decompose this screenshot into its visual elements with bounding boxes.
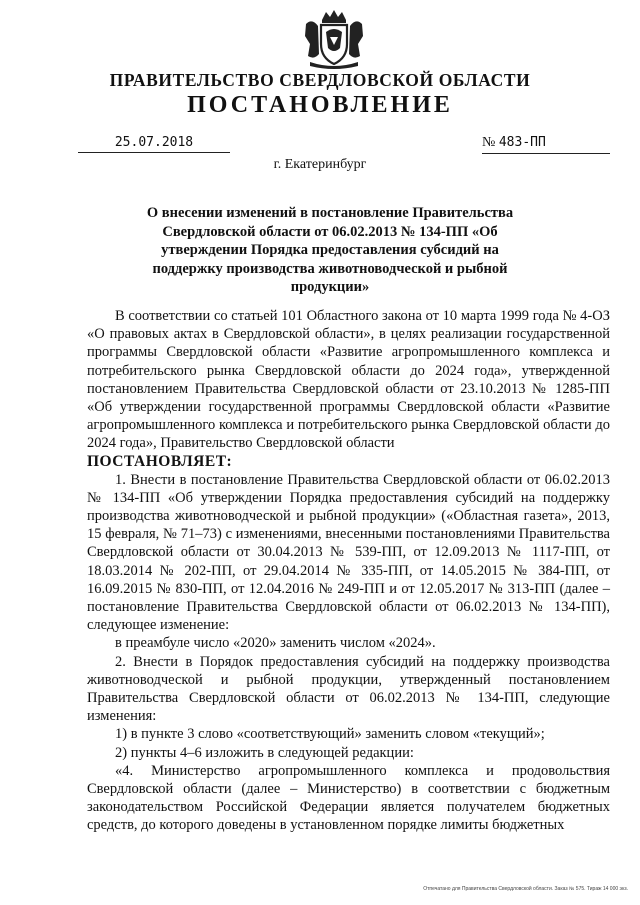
- paragraph-1-item: в преамбуле число «2020» заменить числом «2024».: [115, 635, 436, 652]
- document-body: [87, 307, 610, 835]
- number-prefix: №: [482, 135, 496, 150]
- coat-of-arms-icon: [302, 8, 366, 70]
- print-footer: Отпечатано для Правительства Свердловской области. Заказ № 575. Тираж 14 000 экз.: [423, 886, 628, 892]
- document-title: О внесении изменений в постановление Правительства Свердловской области от 06.02.2013 № 134-ПП «Об утверждении Порядка предоставления субсидий на поддержку производства животноводческой и рыбной продукции»: [146, 205, 514, 295]
- paragraph-2-item-1: 1) в пункте 3 слово «соответствующий» заменить словом «текущий»;: [115, 726, 545, 743]
- document-date: 25.07.2018: [78, 135, 230, 153]
- paragraph-4: «4. Министерство агропромышленного комплекса и продовольствия Свердловской области (далее – Министерство) в соответствии с бюджетным законодательством Российской Федерации является получателем бюджетных средств, до которого доведены в установленном порядке лимиты бюджетных: [87, 762, 610, 834]
- resolves-heading: ПОСТАНОВЛЯЕТ:: [87, 452, 233, 470]
- number-value: 483-ПП: [498, 135, 546, 150]
- government-name: ПРАВИТЕЛЬСТВО СВЕРДЛОВСКОЙ ОБЛАСТИ: [109, 70, 531, 90]
- paragraph-2: 2. Внести в Порядок предоставления субсидий на поддержку производства животноводческой и рыбной продукции, утвержденный постановлением Правительства Свердловской области от 06.02.2013 № 134-ПП, следующие изменения:: [87, 653, 610, 725]
- document-type: ПОСТАНОВЛЕНИЕ: [187, 92, 453, 118]
- document-number: [482, 135, 610, 154]
- paragraph-2-item-2: 2) пункты 4–6 изложить в следующей редакции:: [115, 744, 414, 761]
- preamble-paragraph: В соответствии со статьей 101 Областного закона от 10 марта 1999 года № 4-ОЗ «О правовых актах в Свердловской области», в целях реализации государственной программы Свердловской области «Развитие агропромышленного комплекса и потребительского рынка Свердловской области до 2024 года», утвержденной постановлением Правительства Свердловской области от 23.10.2013 № 1285-ПП «Об утверждении государственной программы Свердловской области «Развитие агропромышленного комплекса и потребительского рынка Свердловской области до 2024 года», Правительство Свердловской области: [87, 308, 610, 452]
- city: г. Екатеринбург: [273, 157, 367, 172]
- paragraph-1: 1. Внести в постановление Правительства Свердловской области от 06.02.2013 № 134-ПП «Об утверждении Порядка предоставления субсидий на поддержку производства животноводческой и рыбной продукции» («Областная газета», 2013, 15 февраля, № 71–73) с изменениями, внесенными постановлениями Правительства Свердловской области от 30.04.2013 № 539-ПП, от 12.09.2013 № 1117-ПП, от 18.03.2014 № 202-ПП, от 29.04.2014 № 335-ПП, от 14.05.2015 № 384-ПП, от 16.09.2015 № 830-ПП, от 12.04.2016 № 249-ПП и от 12.05.2017 № 313-ПП (далее – постановление Правительства Свердловской области от 06.02.2013 № 134-ПП), следующее изменение:: [87, 471, 610, 634]
